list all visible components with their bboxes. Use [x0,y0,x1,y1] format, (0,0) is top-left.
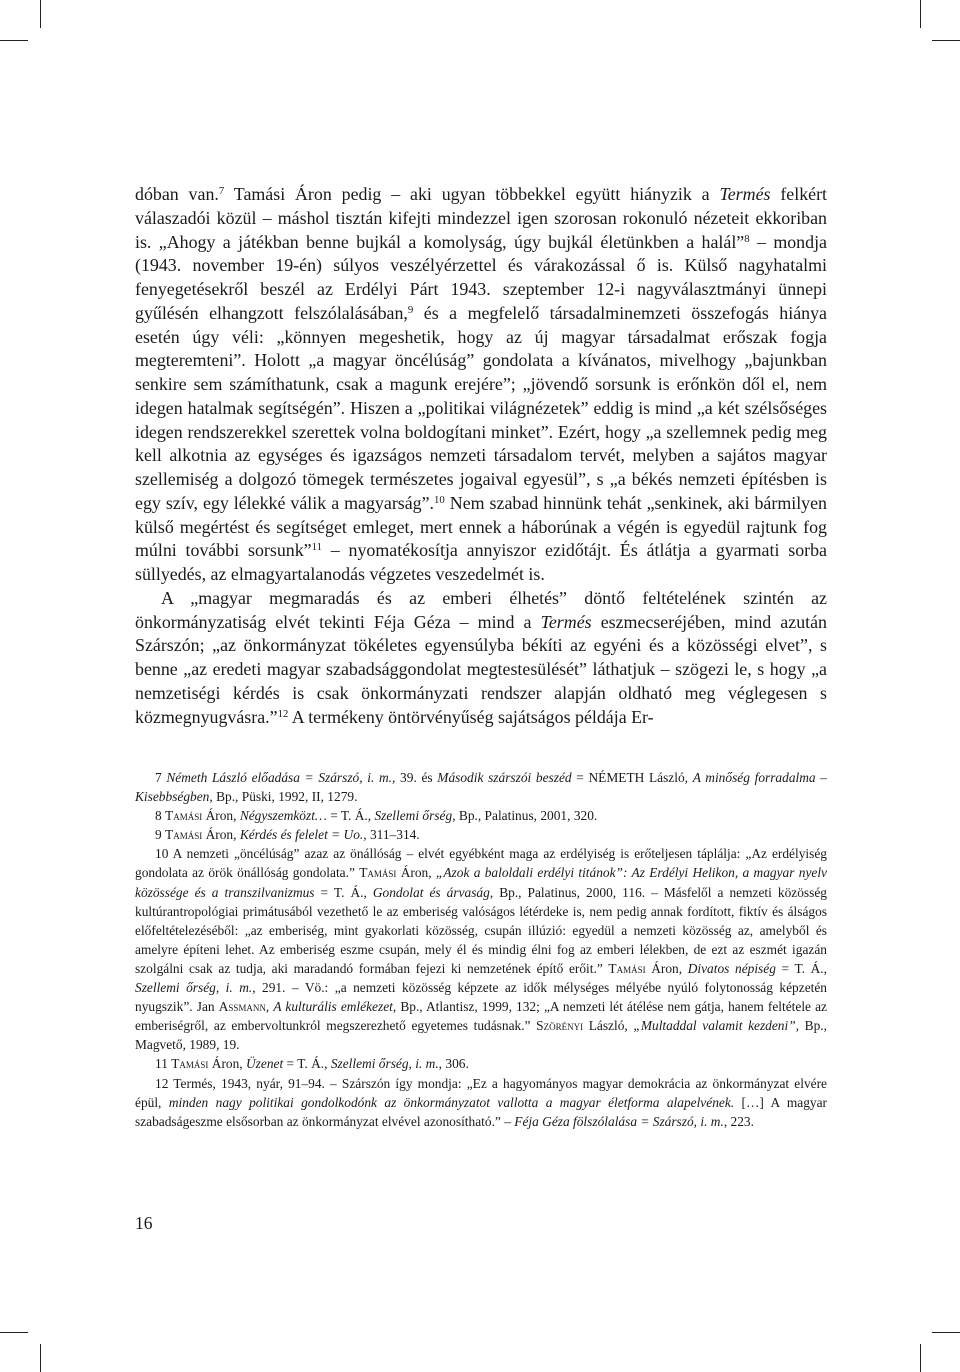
small-caps-name: Tamási [165,827,203,843]
text-run: , 223. [723,1113,754,1129]
text-run: , 291. – Vö.: „a nemzeti közösség képzete az idők mélységes mélyébe nyúló folytonosság képzetén nyugszik”. Jan [135,980,827,1015]
note-reference: 10 [434,493,445,506]
text-run: […] A magyar szabadságeszme elsősorban az önkormányzat elvével azonosítható.” – [135,1094,827,1129]
note-reference: 12 [277,707,289,720]
italic-run: Kérdés és felelet = Uo. [239,827,364,843]
text-run: , 306. [438,1056,469,1072]
italic-run: Termés [540,611,592,632]
note-reference: 11 [311,541,322,554]
text-run: , Bp., Püski, 1992, II, 1279. [209,789,358,805]
crop-mark-bottom-left-h [0,1332,28,1333]
italic-run: Szellemi őrség [374,808,453,824]
text-run: Áron, [202,808,240,824]
text-run: 7 [155,770,167,785]
text-run: 8 [155,808,166,824]
footnote [135,844,827,1054]
footnote [135,768,827,806]
italic-run: Üzenet [246,1056,284,1072]
italic-run: Féja Géza fölszólalása = Szárszó, i. m. [514,1113,724,1129]
text-run: , Bp., Palatinus, 2000, 116. – Másfelől a nemzeti közösség kultúrantropológiai primátusából vezethető le az emberiség valóságos létérdeke is, nem pedig annak fordított, fiktív és álságos előfeltételezéséből: „az emberiség, mint gyakorlati közösség, csupán illúzió: egyedül a nemzeti közösség az, amelyből és amelyre építeni lehet. Az emberiség eszme csupán, mely él és mindig élni fog az emberi lélekben, de ezt az eszmét igazán szolgálni csak az tudja, aki maradandó formában fejezi ki nemzetének építő erőit.” [135,884,827,976]
crop-mark-top-right-h [932,40,960,41]
text-run: és a megfelelő társadalminemzeti összefogás hiánya esetén úgy véli: „könnyen megeshetik, hogy az új magyar társadalmat erőszak fogja megteremteni”. Holott „a magyar öncélúság” gondolata a kívánatos, mivelhogy „bajunkban senkire sem számíthatunk, csak a magunk erejére”; „jövendő sorsunk is erőnkön dől el, nem idegen hatalmak segítségén”. Hiszen a „politikai világnézetek” eddig is mind „a két szélsőséges idegen rendszerekkel szerettek volna boldogítani minket”. Ezért, hogy „a szellemnek pedig meg kell alkotnia az egységes és igazságos nemzeti társadalom tervét, melyben a sajátos magyar szellemiség a dolgozó tömegek természetes jogaival egyesül”, s „a békés nemzeti építésben is egy szív, egy lélekké válik a magyarság”. [135,302,827,513]
text-run: Áron, [645,960,688,976]
small-caps-name: Tamási [608,960,646,976]
italic-run: Németh László előadása = Szárszó, i. m. [166,770,393,785]
text-run: , [265,999,274,1015]
text-run: Áron, [396,865,436,881]
footnote [135,1074,827,1131]
text-run: , 39. és [392,770,438,785]
text-run: = T. Á., [326,808,375,824]
text-run: 9 [155,827,166,843]
note-reference: 9 [407,303,414,316]
text-run: , Bp., Atlantisz, 1999, 132; „A nemzeti lét átélése nem gátja, hanem feltétele az emberiségről, az embervoltunkról megszerezhető egyetemes tudásnak.” [135,999,827,1034]
italic-run: „Multaddal valamit kezdeni” [633,1018,796,1034]
text-run: eszmecseréjében, mind azután Szárszón; „az önkormányzat tökéletes egyensúlyba békíti az egyéni és a közösségi elvet”, s benne „az eredeti magyar szabadsággondolat megtestesülését” láthatjuk – szögezi le, s hogy „a nemzetiségi kérdés is csak önkormányzati rendszer alapján oldható meg véglegesen s közmegnyugvásra.” [135,611,827,727]
page-number: 16 [135,1213,153,1233]
small-caps-name: Tamási [359,865,397,881]
footnote [135,806,827,825]
footnote [135,1054,827,1073]
text-run: Áron, [208,1056,247,1072]
small-caps-name: Szörényi [536,1018,584,1034]
text-run: Nem szabad hinnünk tehát „senkinek, aki bármilyen külső megértést és segítséget emleget, mert ennek a háborúnak a végén is egyedül rajtunk fog múlni további sorsunk” [135,492,828,561]
italic-run: Négyszemközt… [239,808,327,824]
text-run: 12 Termés, 1943, nyár, 91–94. – Szárszón így mondja: „Ez a hagyományos magyar demokrácia az önkormányzat elvére épül, [135,1075,827,1110]
crop-mark-top-left-h [0,40,28,41]
text-run: felkért válaszadói közül – máshol tisztán kifejti mindezzel igen szorosan rokonuló nézeteit ekkoriban is. „Ahogy a játékban benne bujkál a komolyság, úgy bujkál életünkben a halál” [135,184,828,252]
note-reference: 7 [218,185,225,198]
crop-mark-bottom-right [920,1344,921,1372]
text-run: – nyomatékosítja annyiszor ezidőtájt. És átlátja a gyarmati sorba süllyedés, az elmagyartalanodás végzetes veszedelmét is. [135,540,827,584]
small-caps-name: Assmann [218,999,266,1015]
italic-run: Második szárszói beszéd [437,770,572,785]
text-run: A termékeny öntörvényűség sajátságos példája Er- [288,706,654,727]
text-run: – mondja (1943. november 19-én) súlyos veszélyérzettel és várakozással ő is. Külső nagyhatalmi fenyegetésekről beszél az Erdélyi Párt 1943. szeptember 12-i nagyválasztmányi ünnepi gyűlésén elhangzott felszólalásában, [135,231,827,323]
text-run: dóban van. [135,184,219,204]
text-run: 10 A nemzeti „öncélúság” azaz az önállóság – elvét egyébként maga az erdélyiség is erőteljesen táplálja: „Az erdélyiség gondolata az örök önállóság gondolata.” [135,846,827,881]
italic-run: A minőség forradalma – Kisebbségben [135,770,827,805]
text-run: 11 [155,1056,172,1072]
text-run: Áron, [202,827,240,843]
body-paragraph [135,587,827,730]
italic-run: Szellemi őrség, i. m. [330,1056,439,1072]
body-paragraph [135,183,827,587]
note-reference: 8 [744,232,750,245]
italic-run: Divatos népiség [687,960,776,976]
crop-mark-top-left [40,0,41,28]
crop-mark-bottom-left [40,1344,41,1372]
italic-run: Termés [719,184,771,204]
text-run: László, [583,1018,634,1034]
text-run: = NÉMETH László, [571,770,693,785]
italic-run: minden nagy politikai gondolkodónk az önkormányzatot vallotta a magyar életforma alapelvének. [168,1094,735,1110]
text-run: , Bp., Palatinus, 2001, 320. [452,808,598,824]
italic-run: „Azok a baloldali erdélyi titánok”: Az Erdélyi Helikon, a magyar nyelv közössége és a transzilvanizmus [135,865,827,900]
text-run: Tamási Áron pedig – aki ugyan többekkel együtt hiányzik a [224,184,720,204]
text-run: A „magyar megmaradás és az emberi élhetés” döntő feltételének szintén az önkormányzatiság elvét tekinti Féja Géza – mind a [135,587,827,632]
italic-run: Gondolat és árvaság [372,884,490,900]
text-run: , 311–314. [363,827,420,843]
crop-mark-bottom-right-h [932,1332,960,1333]
text-run: = T. Á., [314,884,373,900]
italic-run: Szellemi őrség, i. m. [135,980,253,996]
small-caps-name: Tamási [165,808,203,824]
italic-run: A kulturális emlékezet [273,999,393,1015]
footnotes [135,768,827,1131]
text-run: = T. Á., [775,960,827,976]
text-run: = T. Á., [283,1056,331,1072]
body-text [135,183,827,729]
crop-mark-top-right [920,0,921,28]
footnote [135,825,827,844]
small-caps-name: Tamási [171,1056,209,1072]
text-run: , Bp., Magvető, 1989, 19. [135,1018,827,1053]
